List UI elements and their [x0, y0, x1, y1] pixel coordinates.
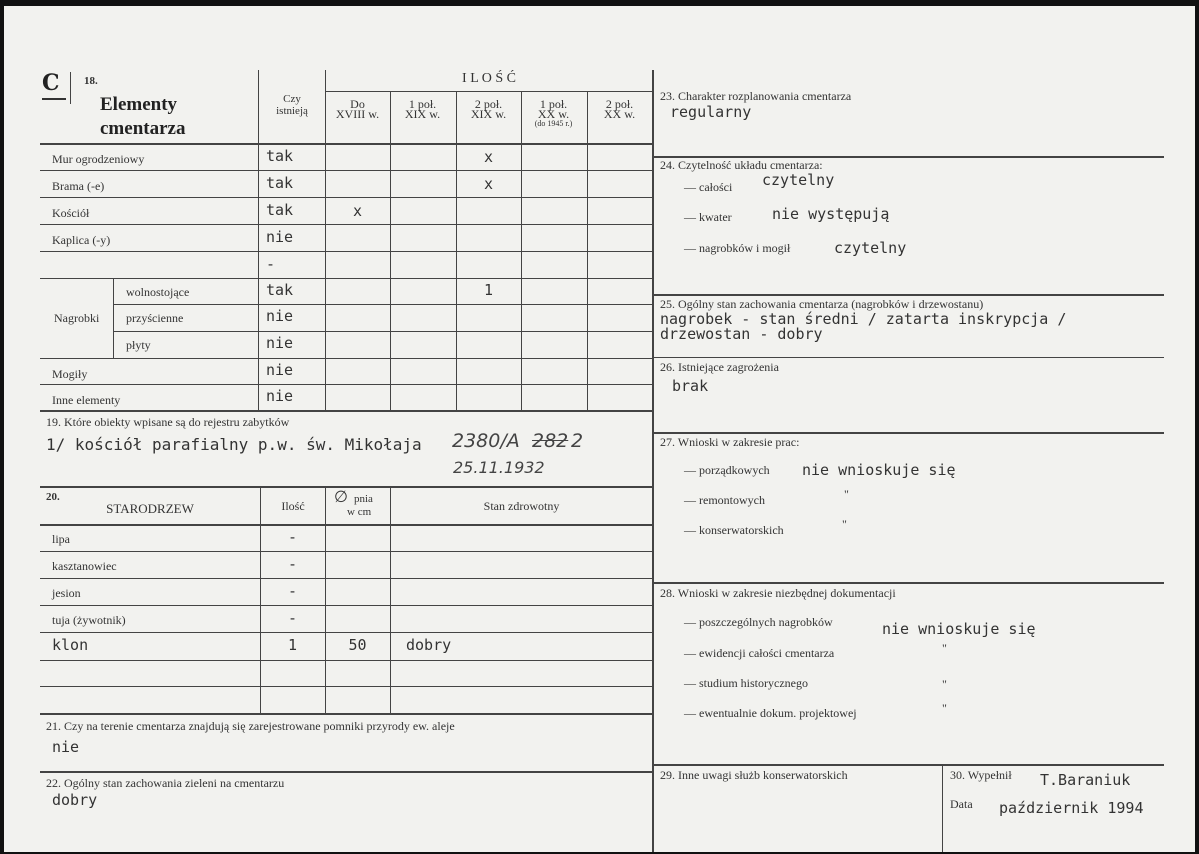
period-header-3-l2: XIX w. — [470, 107, 507, 121]
mogily-czy: nie — [266, 361, 294, 379]
wnioski-remontowych-value: " — [844, 487, 849, 501]
pnia-unit-header: w cm — [347, 506, 372, 518]
tree-ilosc: - — [287, 528, 298, 546]
registry-number-crossed: 282 — [532, 430, 569, 452]
period-header-4-l1: 1 poł. — [539, 97, 568, 111]
registry-number-suffix: 2 — [571, 430, 584, 452]
section-19-label: 19. Które obiekty wpisane są do rejestru zabytków — [46, 415, 290, 429]
czytelnosc-nagrobkow-label: — nagrobków i mogił — [684, 241, 791, 255]
dokum-studium-value: " — [942, 677, 947, 691]
element-row-label: Brama (-e) — [52, 179, 105, 193]
tree-ilosc: - — [287, 582, 298, 600]
center-divider — [652, 70, 654, 852]
grid-line — [40, 660, 652, 661]
period-header-2-l1: 1 poł. — [408, 97, 437, 111]
grid-line — [40, 358, 652, 359]
tree-ilosc: 1 — [287, 636, 298, 654]
period-header-4-l3: (do 1945 r.) — [534, 119, 573, 128]
tree-name: jesion — [52, 586, 81, 600]
czytelnosc-kwater-value: nie występują — [772, 205, 890, 223]
section-18-title-line2: cmentarza — [100, 118, 186, 139]
element-row-czy: tak — [266, 174, 294, 192]
czytelnosc-calosci-label: — całości — [684, 180, 733, 194]
section-22-label: 22. Ogólny stan zachowania zieleni na cmentarzu — [46, 776, 285, 790]
section-25-label: 25. Ogólny stan zachowania cmentarza (nagrobków i drzewostanu) — [660, 297, 984, 311]
nagrobki-label: Nagrobki — [54, 311, 100, 325]
registered-objects-value: 1/ kościół parafialny p.w. św. Mikołaja — [46, 435, 422, 454]
dokum-nagrobkow-value: nie wnioskuje się — [882, 620, 1036, 638]
dokum-ewidencji-value: " — [942, 641, 947, 655]
section-21-label: 21. Czy na terenie cmentarza znajdują się zarejestrowane pomniki przyrody ew. aleje — [46, 719, 455, 733]
tree-ilosc: - — [287, 609, 298, 627]
section-letter: C — [42, 72, 66, 100]
grid-line — [40, 771, 652, 773]
tree-name: lipa — [52, 532, 70, 546]
grid-line — [40, 170, 652, 171]
inventory-card — [4, 6, 1195, 852]
grid-line — [40, 713, 652, 715]
section-26-label: 26. Istniejące zagrożenia — [660, 360, 779, 374]
dokum-nagrobkow-label: — poszczególnych nagrobków — [684, 615, 833, 629]
element-row-czy: - — [266, 255, 276, 273]
period-header-4-l2: XX w. — [537, 107, 570, 121]
section-26-value: brak — [672, 377, 709, 395]
section-24-label: 24. Czytelność układu cmentarza: — [660, 158, 823, 172]
inne-label: Inne elementy — [52, 393, 121, 407]
element-row-czy: nie — [266, 228, 294, 246]
grid-line — [325, 91, 652, 92]
nagrobki-czy: nie — [266, 307, 294, 325]
czytelnosc-kwater-label: — kwater — [684, 210, 732, 224]
data-value: październik 1994 — [999, 799, 1144, 817]
grid-line — [942, 764, 943, 852]
wypelnil-value: T.Baraniuk — [1040, 771, 1131, 789]
grid-line — [654, 582, 1164, 584]
czytelnosc-calosci-value: czytelny — [762, 171, 835, 189]
section-20-number: 20. — [46, 491, 60, 503]
grid-line — [390, 486, 391, 713]
grid-line — [113, 279, 114, 359]
element-row-czy: tak — [266, 147, 294, 165]
grid-line — [40, 143, 652, 145]
section-25-line2: drzewostan - dobry — [660, 325, 823, 343]
grid-line — [40, 551, 652, 552]
ilosc-header: I L O Ś Ć — [462, 71, 516, 86]
grid-line — [40, 384, 652, 385]
nagrobki-sub-label: płyty — [126, 338, 151, 352]
tree-ilosc: - — [287, 555, 298, 573]
section-25-line1: nagrobek - stan średni / zatarta inskrypcja / — [660, 310, 1067, 328]
wypelnil-label: 30. Wypełnił — [950, 768, 1012, 782]
grid-line — [40, 278, 652, 279]
grid-line — [260, 486, 261, 713]
stan-zdrowotny-header: Stan zdrowotny — [483, 499, 560, 513]
registry-date-handwritten: 25.11.1932 — [453, 458, 545, 477]
grid-line — [40, 686, 652, 687]
dokum-ewidencji-label: — ewidencji całości cmentarza — [684, 646, 835, 660]
section-23-value: regularny — [670, 103, 752, 121]
wnioski-porzadkowych-value: nie wnioskuje się — [802, 461, 956, 479]
section-18-number: 18. — [84, 75, 98, 87]
nagrobki-czy: tak — [266, 281, 294, 299]
registry-number-handwritten: 2380/A — [452, 430, 520, 452]
grid-line — [113, 304, 652, 305]
tree-pnia: 50 — [348, 636, 367, 654]
nagrobki-czy: nie — [266, 334, 294, 352]
section-29-label: 29. Inne uwagi służb konserwatorskich — [660, 768, 848, 782]
period-header-1-l1: Do — [350, 97, 365, 111]
nagrobki-sub-label: wolnostojące — [126, 285, 190, 299]
dokum-projektowej-value: " — [942, 701, 947, 715]
wnioski-konserwatorskich-value: " — [842, 517, 847, 531]
grid-line — [654, 432, 1164, 434]
starodrzew-header: STARODRZEW — [106, 501, 194, 516]
section-18-title-line1: Elementy — [100, 94, 178, 115]
section-28-label: 28. Wnioski w zakresie niezbędnej dokumentacji — [660, 586, 896, 600]
grid-line — [325, 70, 326, 410]
diameter-symbol: ∅ — [334, 489, 348, 506]
section-21-value: nie — [52, 738, 80, 756]
data-label: Data — [950, 797, 973, 811]
period-header-2-l2: XIX w. — [404, 107, 441, 121]
wnioski-konserwatorskich-label: — konserwatorskich — [684, 523, 784, 537]
dokum-studium-label: — studium historycznego — [684, 676, 808, 690]
grid-line — [40, 605, 652, 606]
section-22-value: dobry — [52, 791, 98, 809]
element-row-period-cell: x — [483, 175, 494, 193]
grid-line — [70, 72, 71, 104]
period-header-1-l2: XVIII w. — [335, 107, 380, 121]
element-row-period-cell: x — [483, 148, 494, 166]
tree-name: klon — [52, 636, 89, 654]
element-row-label: Kościół — [52, 206, 90, 220]
inne-czy: nie — [266, 387, 294, 405]
grid-line — [40, 578, 652, 579]
grid-line — [40, 486, 652, 488]
wnioski-remontowych-label: — remontowych — [684, 493, 765, 507]
czytelnosc-nagrobkow-value: czytelny — [834, 239, 907, 257]
grid-line — [654, 294, 1164, 296]
mogily-label: Mogiły — [52, 367, 88, 381]
grid-line — [258, 70, 259, 410]
section-23-label: 23. Charakter rozplanowania cmentarza — [660, 89, 852, 103]
grid-line — [40, 224, 652, 225]
nagrobki-period-cell: 1 — [483, 281, 494, 299]
period-header-3-l1: 2 poł. — [474, 97, 503, 111]
grid-line — [40, 632, 652, 633]
ilosc-col-header: Ilość — [281, 499, 305, 513]
dokum-projektowej-label: — ewentualnie dokum. projektowej — [684, 706, 857, 720]
grid-line — [40, 410, 652, 412]
section-27-label: 27. Wnioski w zakresie prac: — [660, 435, 800, 449]
period-header-5-l2: XX w. — [603, 107, 636, 121]
pnia-header: pnia — [354, 493, 373, 505]
tree-name: kasztanowiec — [52, 559, 117, 573]
grid-line — [113, 331, 652, 332]
grid-line — [40, 251, 652, 252]
tree-name: tuja (żywotnik) — [52, 613, 126, 627]
tree-stan: dobry — [406, 636, 452, 654]
grid-line — [325, 486, 326, 713]
grid-line — [654, 357, 1164, 358]
element-row-czy: tak — [266, 201, 294, 219]
grid-line — [654, 764, 1164, 766]
czy-istnieja-header: Czy istnieją — [276, 93, 308, 117]
element-row-period-cell: x — [352, 202, 363, 220]
grid-line — [40, 197, 652, 198]
element-row-label: Mur ogrodzeniowy — [52, 152, 145, 166]
nagrobki-sub-label: przyścienne — [126, 311, 184, 325]
period-header-5-l1: 2 poł. — [605, 97, 634, 111]
grid-line — [40, 524, 652, 526]
element-row-label: Kaplica (-y) — [52, 233, 111, 247]
wnioski-porzadkowych-label: — porządkowych — [684, 463, 770, 477]
